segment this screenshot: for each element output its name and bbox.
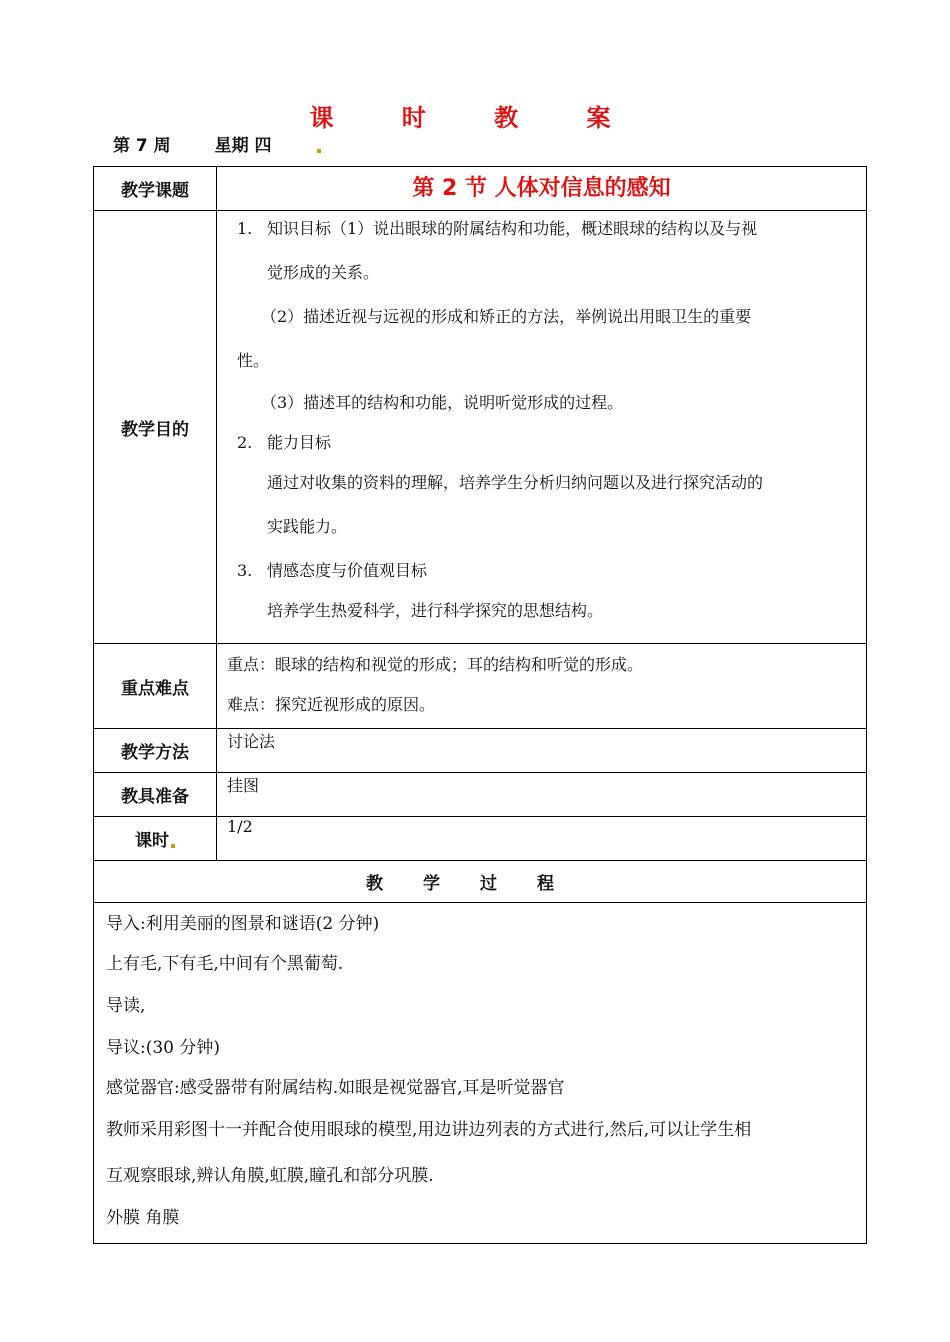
topic-label: 教学课题 <box>94 167 217 211</box>
page-title: 课 时 教 案 <box>309 103 641 132</box>
lesson-plan-table <box>93 166 867 1244</box>
keypoint-line: 难点：探究近视形成的原因。 <box>227 695 436 714</box>
process-line: 导读, <box>106 996 146 1016</box>
day-label: 星期 四 <box>214 136 272 156</box>
hours-value: 1/2 <box>217 817 867 861</box>
goal-line: （2）描述近视与远视的形成和矫正的方法，举例说出用眼卫生的重要 <box>261 307 752 326</box>
goal-line: 通过对收集的资料的理解，培养学生分析归纳问题以及进行探究活动的 <box>267 473 764 492</box>
process-line: 互观察眼球,辨认角膜,虹膜,瞳孔和部分巩膜. <box>106 1166 434 1186</box>
mark-dot <box>317 149 321 153</box>
process-body <box>94 903 867 1244</box>
goal-line: 知识目标（1）说出眼球的附属结构和功能，概述眼球的结构以及与视 <box>267 219 758 238</box>
goal-line: （3）描述耳的结构和功能，说明听觉形成的过程。 <box>261 393 624 412</box>
week-day-line <box>113 131 331 156</box>
hours-label-cell <box>94 817 217 861</box>
goal-line: 觉形成的关系。 <box>267 263 380 282</box>
goal-line: 培养学生热爱科学，进行科学探究的思想结构。 <box>267 601 604 620</box>
process-line: 导入:利用美丽的图景和谜语(2 分钟) <box>106 914 380 934</box>
topic-text: 第 2 节 人体对信息的感知 <box>412 176 671 201</box>
tools-value: 挂图 <box>217 773 867 817</box>
goals-label: 教学目的 <box>94 211 217 644</box>
goal-number: 2. <box>237 433 253 452</box>
process-line: 感觉器官:感受器带有附属结构.如眼是视觉器官,耳是听觉器官 <box>106 1078 565 1098</box>
goal-line: 实践能力。 <box>267 517 348 536</box>
process-line: 外膜 角膜 <box>106 1208 180 1228</box>
mark-dot <box>171 844 175 848</box>
process-line: 导议:(30 分钟) <box>106 1038 221 1058</box>
hours-label: 课时 <box>135 831 169 851</box>
process-heading: 教学过程 <box>94 861 867 903</box>
goal-number: 3. <box>237 561 253 580</box>
process-line: 教师采用彩图十一并配合使用眼球的模型,用边讲边列表的方式进行,然后,可以让学生相 <box>106 1120 752 1140</box>
goal-line: 情感态度与价值观目标 <box>267 561 428 580</box>
topic-cell <box>217 167 867 211</box>
method-value: 讨论法 <box>217 729 867 773</box>
week-label: 第 7 周 <box>113 136 171 156</box>
keypoints-cell <box>217 644 867 729</box>
keypoints-label: 重点难点 <box>94 644 217 729</box>
goal-number: 1. <box>237 219 253 238</box>
tools-label: 教具准备 <box>94 773 217 817</box>
method-label: 教学方法 <box>94 729 217 773</box>
goals-cell <box>217 211 867 644</box>
keypoint-line: 重点：眼球的结构和视觉的形成；耳的结构和听觉的形成。 <box>227 655 644 674</box>
goal-line: 性。 <box>237 351 270 370</box>
goal-line: 能力目标 <box>267 433 332 452</box>
process-line: 上有毛,下有毛,中间有个黑葡萄. <box>106 954 344 974</box>
